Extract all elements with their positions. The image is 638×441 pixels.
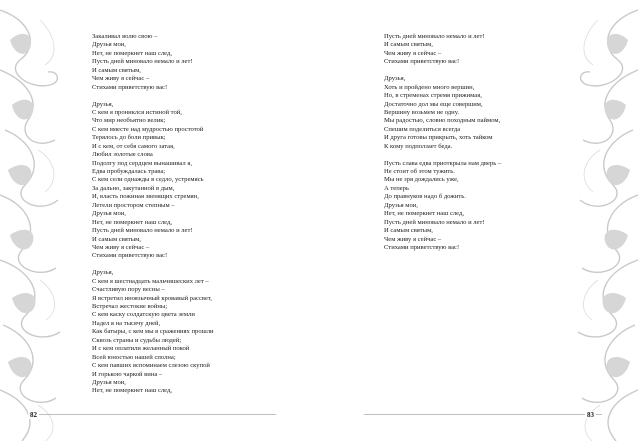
poem-line: Пусть дней миновало немало и лет! — [384, 33, 485, 40]
poem-line: Я встретил иноязычный кровавый рассвет, — [92, 294, 212, 302]
poem-line: Пусть дней миновало немало и лет! — [384, 218, 485, 226]
poem-line: Мы не зря дождались уже, — [384, 176, 459, 184]
poem-line: Чем живу я сейчас – — [92, 75, 150, 83]
poem-text-left — [92, 33, 307, 396]
poem-line: С кем я прониклся истиной той, — [92, 108, 182, 116]
poem-line: Друзья, — [92, 100, 114, 108]
poem-line: Пусть дней миновало немало и лет! — [92, 227, 193, 235]
poem-line: Но, в стременах стремя прижимая, — [384, 92, 482, 100]
poem-line: Подолгу под сердцем вынашивал я, — [92, 159, 193, 167]
poem-line: И горькою чаркой вина – — [92, 370, 163, 378]
footer-rule — [36, 414, 276, 415]
page-number: 83 — [587, 411, 594, 419]
poem-line: Друзья мои, — [92, 41, 126, 49]
poem-line: Любил золотые слова — [92, 151, 153, 159]
footer-rule — [364, 414, 602, 415]
poem-line: За дально, закутанной в дым, — [92, 184, 175, 192]
poem-line: Стихами приветствую вас! — [384, 58, 460, 66]
poem-line: И с кем, от себя самого затая, — [92, 142, 175, 150]
poem-line: Мы радостью, словно походным паймом, — [384, 117, 501, 125]
poem-line: Сквозь страны и судьбы людей; — [92, 336, 182, 344]
poem-line: Стихами приветствую вас! — [92, 252, 168, 260]
poem-line: Вершину возьмем не одну. — [384, 108, 459, 116]
poem-line: С кем вместе над мудростью простотой — [92, 125, 204, 133]
poem-line: Хоть и пройдено много вершин, — [384, 83, 475, 91]
poem-line: И самым святым, — [384, 41, 433, 49]
poem-line: Нет, не померкнет наш след, — [92, 387, 173, 395]
poem-line: Не стоит об этом тужить. — [384, 168, 455, 175]
poem-line: Что мир необъятно велик; — [92, 117, 166, 125]
poem-line: Летели простором степным – — [92, 201, 175, 209]
poem-line: Стихами приветствую вас! — [384, 243, 460, 251]
stanza-gap — [384, 67, 599, 75]
poem-line: Чем живу я сейчас – — [92, 243, 150, 251]
poem-line: Терялось до боли привык; — [92, 134, 166, 142]
stanza-gap — [92, 261, 307, 269]
poem-line: Нет, не померкнет наш след, — [92, 49, 173, 57]
poem-line: Пусть дней миновало немало и лет! — [92, 58, 193, 66]
floral-ornament-left — [0, 0, 70, 441]
poem-line: Друзья, — [384, 75, 406, 83]
poem-line: И, власть пожиная звенящих стремян, — [92, 193, 199, 201]
poem-line: И самым святым, — [384, 227, 433, 235]
poem-line: Стихами приветствую вас! — [92, 83, 168, 91]
poem-line: Встречал жестокие войны; — [92, 303, 168, 310]
poem-line: С кем павших вспоминаем слезою скупой — [92, 362, 210, 370]
poem-line: И с кем оплатили желанный покой — [92, 345, 190, 353]
stanza-gap — [92, 92, 307, 100]
poem-line: Как батыры, с кем мы в сражениях прошли — [92, 328, 214, 336]
poem-line: И самым святым, — [92, 66, 141, 74]
poem-line: Всей юностью нашей сполна; — [92, 353, 176, 361]
right-page — [319, 0, 638, 441]
poem-line: И друга готовы прикрыть, хоть тайком — [384, 134, 493, 142]
poem-line: Нет, не померкнет наш след, — [92, 218, 173, 226]
poem-line: И самым святым, — [92, 235, 141, 243]
poem-line: Закаливал волю свою – — [92, 33, 158, 40]
poem-line: Надел я на тысячу дней, — [92, 319, 161, 327]
page-number: 82 — [30, 411, 37, 419]
poem-text-right — [384, 33, 599, 252]
stanza-gap — [384, 151, 599, 159]
poem-line: К кому подползает беда. — [384, 142, 453, 150]
poem-line: С кем каску солдатскую цвета земли — [92, 311, 195, 319]
poem-line: Нет, не померкнет наш след, — [384, 210, 465, 218]
poem-line: С кем сели однажды в седло, устремясь — [92, 176, 204, 184]
poem-line: Достаточно дол мы еще совершим, — [384, 100, 483, 108]
poem-line: Счастливую пору весны – — [92, 286, 165, 294]
poem-line: Спешим поделиться всегда — [384, 125, 461, 133]
poem-line: Друзья мои, — [384, 201, 418, 209]
poem-line: До правнуков надо б дожить. — [384, 193, 466, 201]
poem-line: С кем я шестнадцать мальчишеских лет – — [92, 277, 209, 285]
poem-line: Чем живу я сейчас – — [384, 235, 442, 243]
poem-line: Пусть слава едва приоткрыла нам дверь – — [384, 159, 502, 167]
poem-line: Друзья мои, — [92, 210, 126, 218]
poem-line: Друзья, — [92, 269, 114, 277]
poem-line: А теперь — [384, 184, 409, 192]
poem-line: Чем живу я сейчас – — [384, 49, 442, 57]
poem-line: Едва пробуждалась трава; — [92, 168, 166, 175]
poem-line: Друзья мои, — [92, 378, 126, 386]
